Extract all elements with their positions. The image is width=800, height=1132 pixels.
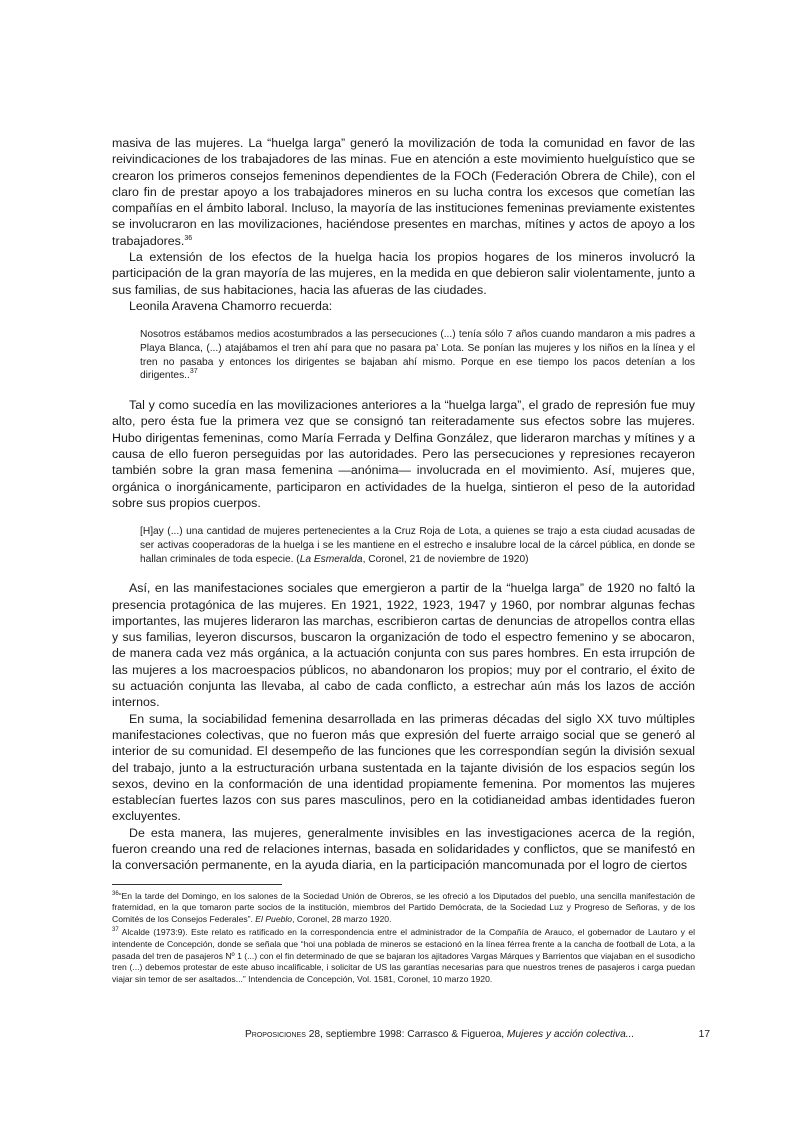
footer-citation [245,1028,634,1042]
footnote-number: 37 [112,927,119,934]
footnote-ref[interactable]: 37 [189,368,198,376]
paragraph: Así, en las manifestaciones sociales que emergieron a partir de la “huelga larga” de 1920 no faltó la presencia protagónica de las mujeres. En 1921, 1922, 1923, 1947 y 1960, por nombrar algunas fechas importantes, las mujeres lideraron las marchas, escribieron cartas de denuncias de atropellos contra ellas y sus familias, leyeron discursos, buscaron la organización de todo el espectro femenino y se abocaron, de manera cada vez más orgánica, a la actuación conjunta con sus pares hombres. En esta irrupción de las mujeres a los macroespacios públicos, no abandonaron los propios; muy por el contrario, el éxito de su actuación conjunta las llevaba, al cabo de cada conflicto, a estrechar aún más los lazos de acción internos. [112,581,695,710]
running-footer [245,1028,710,1042]
footnote-divider [112,884,282,885]
footnote-number: 36 [112,890,119,897]
quote-text: Nosotros estábamos medios acostumbrados a las persecuciones (...) tenía sólo 7 años cuando mandaron a mis padres a Playa Blanca, (...) atajábamos el tren ahí para que no pasara pa’ Lota. Se ponían las mujeres y los niños en la línea y el tren no pasaba y entonces los dirigentes se bajaban ahí mismo. Porque en ese tiempo los pacos detenían a los dirigentes.. [140,329,695,382]
footnote-text: Alcalde (1973:9). Este relato es ratificado en la correspondencia entre el administrador de la Compañía de Arauco, el gobernador de Lautaro y el intendente de Concepción, donde se señala que “hoi una poblada de mineros se estacionó en la línea férrea frente a la cancha de football de Lota, a la pasada del tren de pasajeros Nº 1 (...) con el fin determinado de que se bajaran los ajitadores Vargas Márques y Barrientos que viajaban en el susodicho tren (...) debemos protestar de este abuso incalificable, i solicitar de US las garantías necesarias para que nuestros trenes de pasajeros i carga puedan viajar sin temor de ser asaltados...” Intendencia de Concepción, Vol. 1581, Coronel, 10 marzo 1920. [112,927,696,984]
footnote-text: “En la tarde del Domingo, en los salones de la Sociedad Unión de Obreros, se les ofreció a los Diputados del pueblo, una sencilla manifestación de fraternidad, en la que tomaron parte socios de la institución, miembros del Partido Demócrata, de la Sociedad Luz y Progreso de Señoras, y de los Comités de los Consejos Federales”. [112,890,695,924]
article-title: Mujeres y acción colectiva... [506,1029,635,1040]
quote-citation: , Coronel, 21 de noviembre de 1920) [362,553,529,565]
footnote-36 [112,891,695,926]
issue-info: 28, septiembre 1998: Carrasco & Figueroa, [305,1029,507,1040]
footnote-ref[interactable]: 36 [184,234,193,242]
block-quote [140,525,695,566]
paragraph: De esta manera, las mujeres, generalmente invisibles en las investigaciones acerca de la región, fueron creando una red de relaciones internas, basada en solidaridades y conflictos, que se manifestó en la conversación permanente, en la ayuda diaria, en la participación mancomunada por el logro de ciertos [112,825,695,873]
document-page [112,135,695,987]
block-quote [140,328,695,383]
footnote-citation: , Coronel, 28 marzo 1920. [292,913,392,924]
paragraph: Leonila Aravena Chamorro recuerda: [129,298,333,313]
footnote-37 [112,927,695,985]
body-text [112,580,695,873]
paragraph: En suma, la sociabilidad femenina desarrollada en las primeras décadas del siglo XX tuvo múltiples manifestaciones colectivas, que no fueron más que expresión del fuerte arraigo social que se generó al interior de su comunidad. El desempeño de las funciones que les correspondían según la división sexual del trabajo, junto a la estructuración urbana sustentada en la tajante división de los espacios según los sexos, devino en la conformación de una identidad propiamente femenina. Por momentos las mujeres establecían fuertes lazos con sus pares masculinos, pero en la cotidianeidad ambas identidades fueron excluyentes. [112,711,695,824]
paragraph-text: masiva de las mujeres. La “huelga larga” generó la movilización de toda la comunidad en favor de las reivindicaciones de los trabajadores de las minas. Fue en atención a este movimiento huelguístico que se crearon los primeros consejos femeninos dependientes de la FOCh (Federación Obrera de Chile), con el claro fin de prestar apoyo a los trabajadores mineros en su lucha contra los excesos que cometían las compañías en el ámbito laboral. Incluso, la mayoría de las instituciones femeninas previamente existentes se involucraron en las movilizaciones, haciéndose presentes en marchas, mítines y actos de apoyo a los trabajadores. [112,136,695,248]
paragraph: Tal y como sucedía en las movilizaciones anteriores a la “huelga larga”, el grado de represión fue muy alto, pero ésta fue la primera vez que se consignó tan reiteradamente sus efectos sobre las mujeres. Hubo dirigentas femeninas, como María Ferrada y Delfina González, que lideraron marchas y mítines y a causa de ello fueron perseguidas por las autoridades. Pero las persecuciones y represiones recayeron también sobre la gran masa femenina —anónima— involucrada en el movimiento. Así, mujeres que, orgánica o inorgánicamente, participaron en actividades de la huelga, sintieron el peso de la autoridad sobre sus propios cuerpos. [112,398,695,510]
quote-text: [H]ay (...) una cantidad de mujeres pertenecientes a la Cruz Roja de Lota, a quienes se trajo a esta ciudad acusadas de ser activas cooperadoras de la huelga i se les mantiene en el estrecho e insalubre local de la cárcel pública, en donde se hallan criminales de toda especie. ( [140,526,695,565]
body-text [112,397,695,511]
paragraph: La extensión de los efectos de la huelga hacia los propios hogares de los mineros involucró la participación de la gran mayoría de las mujeres, en la medida en que debieron salir violentamente, junto a sus familias, de sus habitaciones, hacia las afueras de las ciudades. [112,250,695,297]
page-number: 17 [698,1029,710,1040]
quote-source: La Esmeralda [299,553,363,565]
footnotes [112,891,695,986]
footnote-source: El Pueblo [255,913,293,924]
paragraph [112,135,695,249]
journal-name: Proposiciones [245,1029,306,1040]
body-text [112,135,695,314]
